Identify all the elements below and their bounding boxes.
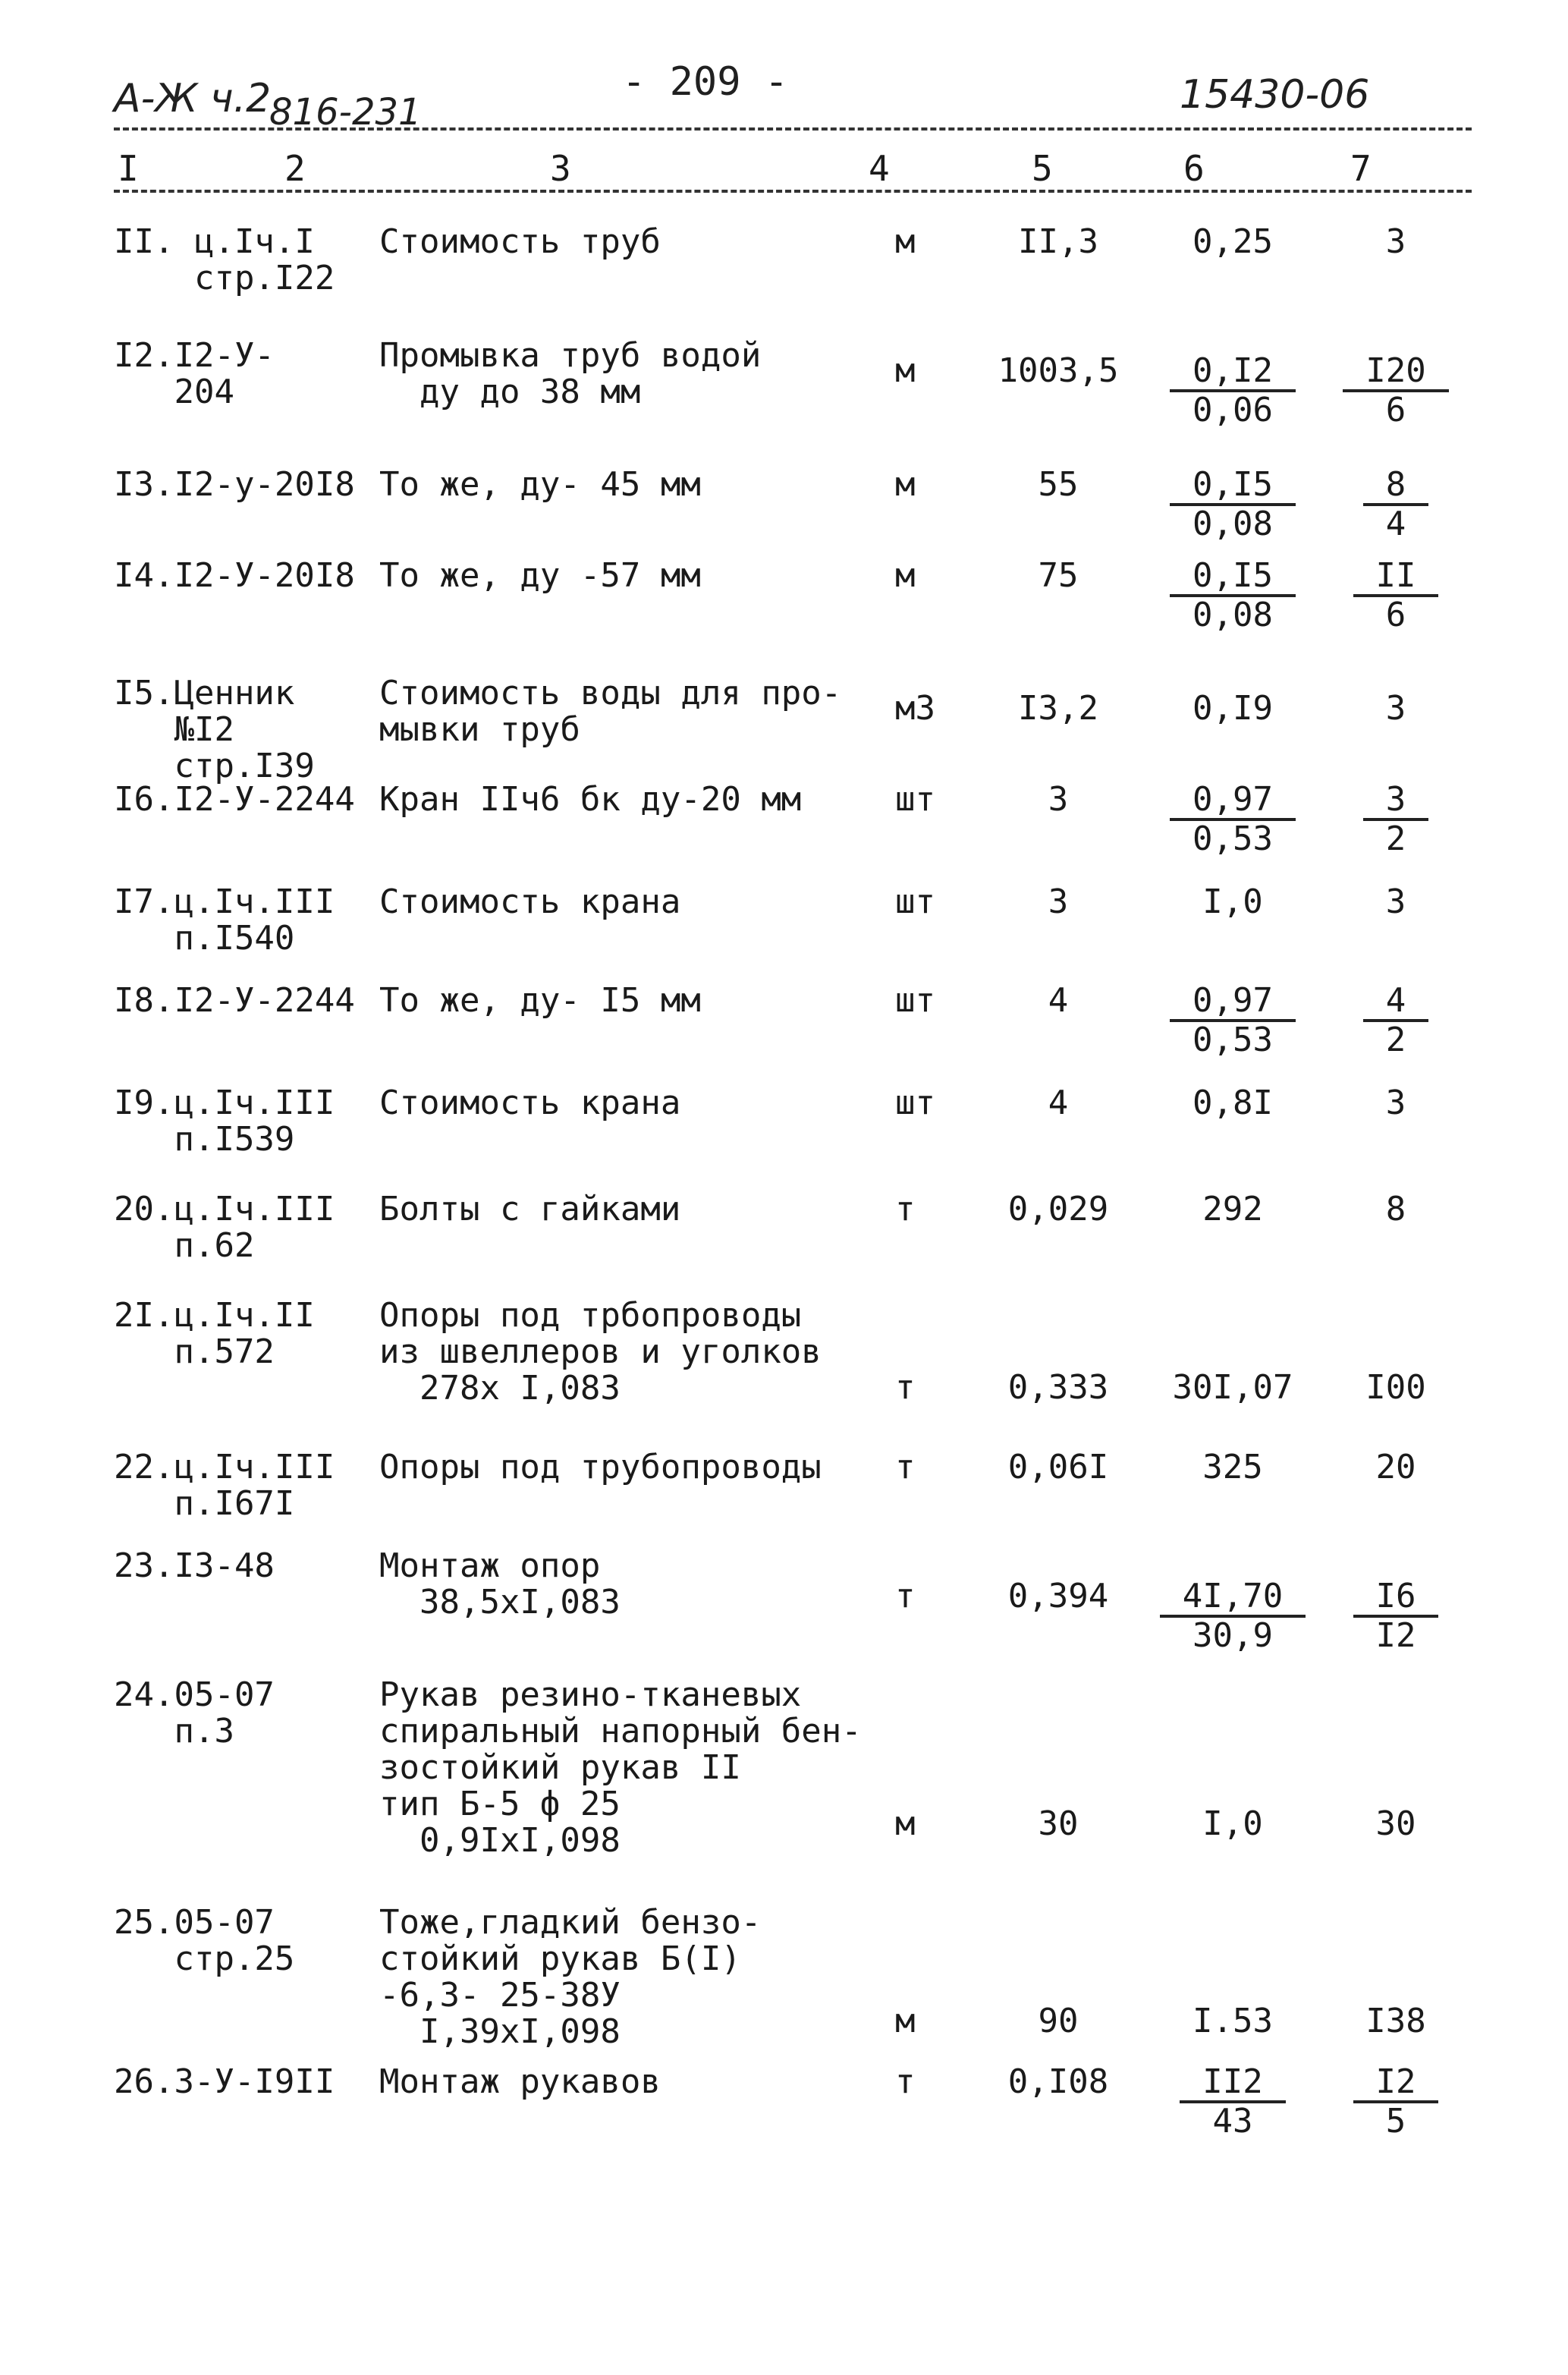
row-unit: м: [895, 556, 916, 595]
row-unit: т: [895, 1448, 916, 1486]
row-unit-cost-denominator: 0,08: [1192, 596, 1273, 634]
fraction: [1160, 1578, 1306, 1654]
row-total-cost: 20: [1375, 1448, 1416, 1486]
row-description: Стоимость воды для про- мывки труб: [379, 674, 842, 749]
row-total-cost-fraction: [1320, 467, 1472, 543]
page-number: - 209 -: [622, 59, 789, 105]
row-unit-cost: 292: [1202, 1190, 1263, 1228]
row-unit: м: [895, 351, 916, 390]
row-unit: м: [895, 1804, 916, 1843]
row-quantity: 75: [1038, 556, 1079, 595]
row-description: Кран IIч6 бк ду-20 мм: [379, 780, 802, 819]
row-description: Стоимость труб: [379, 222, 661, 261]
row-reference: 24.05-07 п.3: [114, 1675, 275, 1751]
row-quantity: 30: [1038, 1804, 1079, 1843]
row-unit: т: [895, 1368, 916, 1407]
row-unit-cost-denominator: 0,53: [1192, 819, 1273, 858]
row-quantity: 4: [1048, 981, 1069, 1020]
row-quantity: 4: [1048, 1084, 1069, 1122]
row-unit: м: [895, 2002, 916, 2040]
row-quantity: II,3: [1018, 222, 1098, 261]
row-reference: 25.05-07 стр.25: [114, 1903, 295, 1978]
row-unit-cost-denominator: 0,53: [1192, 1021, 1273, 1059]
row-unit-cost: 0,25: [1192, 222, 1273, 261]
row-unit-cost-fraction: [1145, 467, 1320, 543]
row-unit-cost-numerator: 0,I2: [1170, 353, 1296, 392]
row-total-cost-denominator: 6: [1385, 596, 1406, 634]
row-total-cost-fraction: [1320, 558, 1472, 634]
row-reference: 26.3-У-I9II: [114, 2062, 335, 2101]
row-quantity: 1003,5: [998, 351, 1119, 390]
row-total-cost-numerator: I20: [1343, 353, 1448, 392]
column-number-6: 6: [1183, 148, 1205, 189]
row-description: Опоры под трубопроводы: [379, 1448, 822, 1486]
row-reference: II. ц.Iч.I стр.I22: [114, 222, 335, 297]
header-dashed-line-top: [114, 127, 1472, 131]
row-reference: I7.ц.Iч.III п.I540: [114, 882, 335, 958]
fraction: [1363, 782, 1429, 857]
row-quantity: 3: [1048, 882, 1069, 921]
header-dashed-line-bottom: [114, 190, 1472, 193]
row-total-cost: I00: [1365, 1368, 1426, 1407]
fraction: [1353, 1578, 1439, 1654]
row-total-cost: 30: [1375, 1804, 1416, 1843]
row-description: Монтаж рукавов: [379, 2062, 661, 2101]
row-unit-cost-fraction: [1145, 782, 1320, 857]
row-unit-cost-numerator: 0,97: [1170, 782, 1296, 821]
row-total-cost-numerator: I2: [1353, 2064, 1439, 2103]
row-reference: 20.ц.Iч.III п.62: [114, 1190, 335, 1265]
row-quantity: 0,333: [1007, 1368, 1109, 1407]
fraction: [1180, 2064, 1285, 2140]
row-unit-cost: 30I,07: [1172, 1368, 1293, 1407]
row-reference: 2I.ц.Iч.II п.572: [114, 1296, 315, 1371]
row-unit-cost-numerator: 0,I5: [1170, 558, 1296, 597]
row-unit-cost-fraction: [1145, 558, 1320, 634]
row-unit-cost: 0,8I: [1192, 1084, 1273, 1122]
row-total-cost-numerator: II: [1353, 558, 1439, 597]
row-unit-cost-fraction: [1145, 2064, 1320, 2140]
row-total-cost-numerator: 3: [1363, 782, 1429, 821]
row-description: Болты с гайками: [379, 1190, 681, 1228]
row-unit-cost-denominator: 0,06: [1192, 391, 1273, 429]
row-total-cost: 3: [1385, 222, 1406, 261]
row-total-cost: 3: [1385, 882, 1406, 921]
row-unit: м: [895, 465, 916, 504]
column-number-5: 5: [1032, 148, 1053, 189]
column-number-1: I: [118, 148, 139, 189]
row-description: То же, ду -57 мм: [379, 556, 701, 595]
row-description: То же, ду- 45 мм: [379, 465, 701, 504]
row-reference: 22.ц.Iч.III п.I67I: [114, 1448, 335, 1523]
row-unit-cost: I,0: [1202, 882, 1263, 921]
row-description: Стоимость крана: [379, 882, 681, 921]
row-total-cost-fraction: [1320, 353, 1472, 429]
row-unit-cost-denominator: 0,08: [1192, 505, 1273, 543]
row-unit: шт: [895, 882, 935, 921]
row-unit-cost-fraction: [1145, 1578, 1320, 1654]
row-total-cost: I38: [1365, 2002, 1426, 2040]
row-description: То же, ду- I5 мм: [379, 981, 701, 1020]
row-quantity: 3: [1048, 780, 1069, 819]
row-unit: шт: [895, 1084, 935, 1122]
row-quantity: 90: [1038, 2002, 1079, 2040]
row-unit-cost-fraction: [1145, 353, 1320, 429]
row-total-cost-denominator: I2: [1375, 1616, 1416, 1655]
column-number-7: 7: [1350, 148, 1372, 189]
row-reference: I9.ц.Iч.III п.I539: [114, 1084, 335, 1159]
row-description: Промывка труб водой ду до 38 мм: [379, 336, 762, 411]
row-total-cost-denominator: 4: [1385, 505, 1406, 543]
row-description: Опоры под трбопроводы из швеллеров и уголков 278х I,083: [379, 1296, 822, 1408]
fraction: [1170, 353, 1296, 429]
fraction: [1170, 558, 1296, 634]
row-unit: т: [895, 1190, 916, 1228]
row-total-cost-denominator: 2: [1385, 819, 1406, 858]
row-unit-cost-denominator: 43: [1212, 2102, 1253, 2141]
row-unit: шт: [895, 780, 935, 819]
row-total-cost-fraction: [1320, 983, 1472, 1059]
fraction: [1353, 2064, 1439, 2140]
row-reference: 23.I3-48: [114, 1546, 275, 1585]
fraction: [1170, 782, 1296, 857]
row-unit-cost: I,0: [1202, 1804, 1263, 1843]
column-number-2: 2: [284, 148, 306, 189]
row-unit-cost: 325: [1202, 1448, 1263, 1486]
row-quantity: 0,I08: [1007, 2062, 1109, 2101]
row-quantity: 0,06I: [1007, 1448, 1109, 1486]
row-description: Рукав резино-тканевых спиральный напорный бен- зостойкий рукав II тип Б-5 ф 25 0,9IхI,098: [379, 1675, 862, 1860]
column-number-4: 4: [869, 148, 890, 189]
column-number-3: 3: [550, 148, 571, 189]
row-quantity: 55: [1038, 465, 1079, 504]
row-total-cost-fraction: [1320, 2064, 1472, 2140]
row-total-cost: 3: [1385, 689, 1406, 728]
fraction: [1363, 983, 1429, 1059]
row-unit-cost: 0,I9: [1192, 689, 1273, 728]
row-description: Стоимость крана: [379, 1084, 681, 1122]
row-total-cost-denominator: 2: [1385, 1021, 1406, 1059]
row-unit-cost-numerator: 0,I5: [1170, 467, 1296, 506]
row-total-cost-fraction: [1320, 1578, 1472, 1654]
header-code-mid: 816-231: [269, 91, 422, 134]
row-total-cost-denominator: 5: [1385, 2102, 1406, 2141]
document-number: 15430-06: [1180, 72, 1370, 118]
header-code-left: А-Ж ч.2: [114, 76, 272, 121]
row-total-cost-denominator: 6: [1385, 391, 1406, 429]
row-quantity: 0,029: [1007, 1190, 1109, 1228]
row-reference: I6.I2-У-2244: [114, 780, 355, 819]
row-unit-cost: I.53: [1192, 2002, 1273, 2040]
row-quantity: 0,394: [1007, 1577, 1109, 1615]
fraction: [1353, 558, 1439, 634]
fraction: [1170, 983, 1296, 1059]
row-unit-cost-denominator: 30,9: [1192, 1616, 1273, 1655]
row-total-cost-numerator: I6: [1353, 1578, 1439, 1618]
row-unit: шт: [895, 981, 935, 1020]
row-description: Монтаж опор 38,5хI,083: [379, 1546, 621, 1622]
row-quantity: I3,2: [1018, 689, 1098, 728]
row-reference: I2.I2-У- 204: [114, 336, 275, 411]
row-total-cost-numerator: 4: [1363, 983, 1429, 1022]
row-unit-cost-numerator: II2: [1180, 2064, 1285, 2103]
row-unit-cost-numerator: 0,97: [1170, 983, 1296, 1022]
row-unit-cost-fraction: [1145, 983, 1320, 1059]
row-total-cost-fraction: [1320, 782, 1472, 857]
row-total-cost-numerator: 8: [1363, 467, 1429, 506]
row-total-cost: 8: [1385, 1190, 1406, 1228]
row-description: Тоже,гладкий бензо- стойкий рукав Б(I) -6,3- 25-38У I,39хI,098: [379, 1903, 762, 2051]
row-unit: м: [895, 222, 916, 261]
fraction: [1170, 467, 1296, 543]
fraction: [1343, 353, 1448, 429]
row-total-cost: 3: [1385, 1084, 1406, 1122]
row-reference: I5.Ценник №I2 стр.I39: [114, 674, 315, 785]
fraction: [1363, 467, 1429, 543]
row-reference: I8.I2-У-2244: [114, 981, 355, 1020]
row-reference: I3.I2-у-20I8: [114, 465, 355, 504]
row-unit: т: [895, 2062, 916, 2101]
row-unit: т: [895, 1577, 916, 1615]
row-unit-cost-numerator: 4I,70: [1160, 1578, 1306, 1618]
row-reference: I4.I2-У-20I8: [114, 556, 355, 595]
row-unit: м3: [895, 689, 935, 728]
